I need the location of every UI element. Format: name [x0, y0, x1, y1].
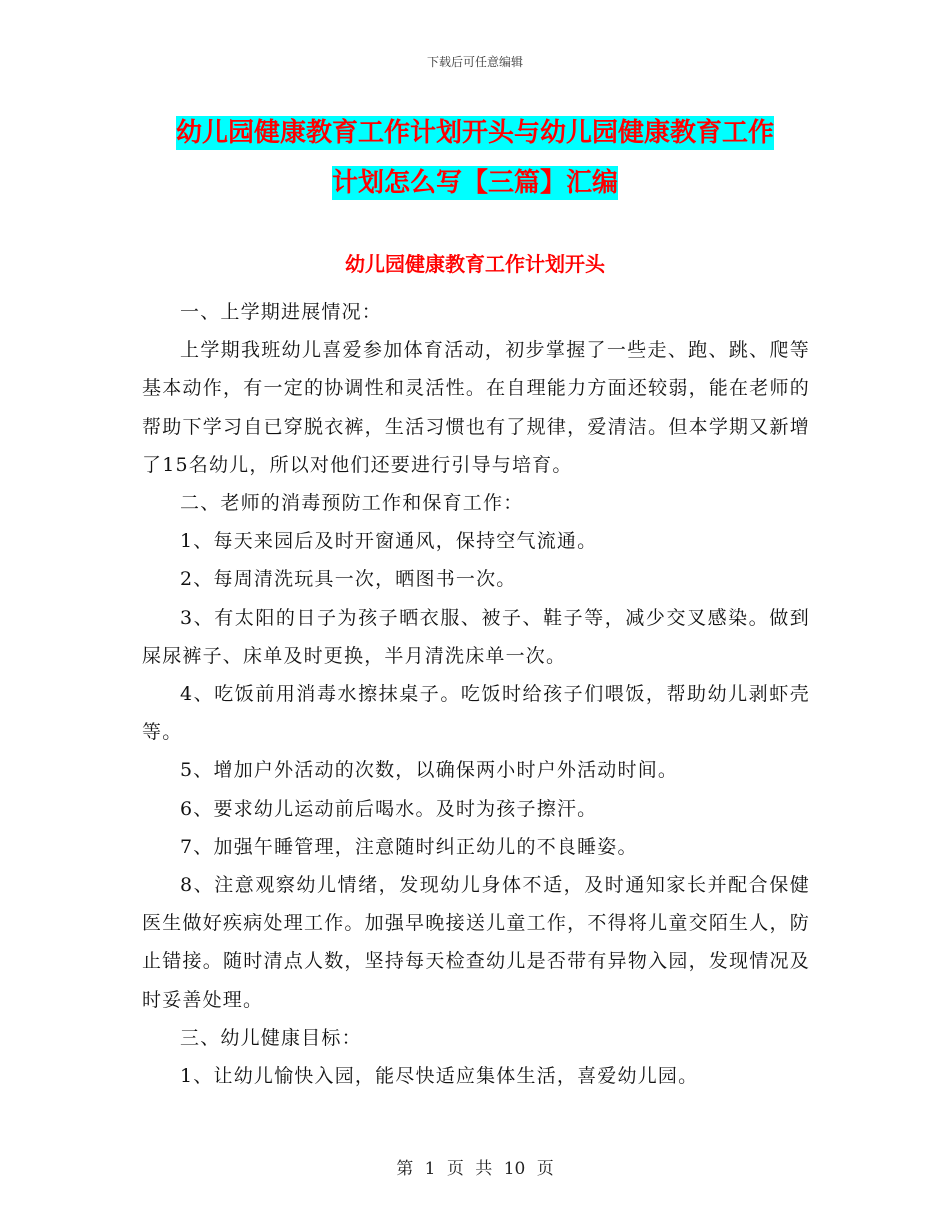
list-item-1: 1、每天来园后及时开窗通风，保持空气流通。 — [180, 530, 598, 553]
document-title-line-1: 幼儿园健康教育工作计划开头与幼儿园健康教育工作 — [175, 118, 774, 148]
list-item-5: 5、增加户外活动的次数，以确保两小时户外活动时间。 — [180, 759, 679, 782]
list-item-4: 4、吃饭前用消毒水擦抹桌子。吃饭时给孩子们喂饭，帮助幼儿剥虾壳等。 — [142, 683, 810, 744]
heading-health-goals: 三、幼儿健康目标： — [180, 1026, 362, 1049]
list-item-2: 2、每周清洗玩具一次，晒图书一次。 — [180, 568, 517, 591]
page-footer-number: 第 1 页 共 10 页 — [396, 1159, 554, 1179]
document-body — [142, 293, 810, 1095]
document-title — [140, 108, 810, 208]
heading-disinfection-care: 二、老师的消毒预防工作和保育工作： — [180, 492, 524, 515]
list-item-8: 8、注意观察幼儿情绪，发现幼儿身体不适，及时通知家长并配合保健医生做好疾病处理工作。加强早晚接送儿童工作，不得将儿童交陌生人，防止错接。随时清点人数，坚持每天检查幼儿是否带有异物入园，发现情况及时妥善处理。 — [142, 874, 810, 1011]
heading-previous-semester: 一、上学期进展情况： — [180, 301, 383, 323]
goal-item-1: 1、让幼儿愉快入园，能尽快适应集体生活，喜爱幼儿园。 — [180, 1065, 699, 1088]
list-item-7: 7、加强午睡管理，注意随时纠正幼儿的不良睡姿。 — [180, 835, 638, 858]
document-title-line-2: 计划怎么写【三篇】汇编 — [331, 168, 618, 198]
list-item-3: 3、有太阳的日子为孩子晒衣服、被子、鞋子等，减少交叉感染。做到屎尿裤子、床单及时更换，半月清洗床单一次。 — [142, 606, 810, 667]
list-item-6: 6、要求幼儿运动前后喝水。及时为孩子擦汗。 — [180, 797, 598, 820]
section-title: 幼儿园健康教育工作计划开头 — [345, 252, 605, 276]
paragraph-previous-semester: 上学期我班幼儿喜爱参加体育活动，初步掌握了一些走、跑、跳、爬等基本动作，有一定的协调性和灵活性。在自理能力方面还较弱，能在老师的帮助下学习自已穿脱衣裤，生活习惯也有了规律，爱清洁。但本学期又新增了15名幼儿，所以对他们还要进行引导与培育。 — [142, 339, 810, 476]
page-header-note: 下载后可任意编辑 — [426, 55, 523, 69]
